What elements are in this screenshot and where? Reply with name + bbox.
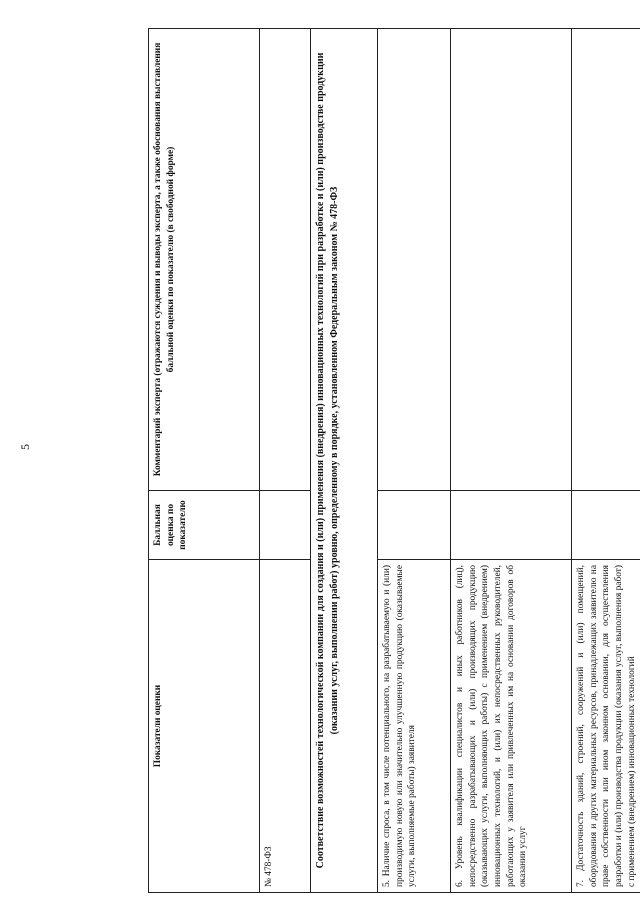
indicator-6-comment — [451, 29, 572, 491]
header-score: Балльная оценка по показателю — [149, 491, 260, 560]
page-number: 5 — [18, 444, 32, 450]
indicator-5-score — [378, 491, 451, 560]
indicator-7-score — [572, 491, 640, 560]
table-row — [260, 29, 311, 893]
section-title: Соответствие возможностей технологической компании для создания и (или) применения (внедрения) инновационных технологий при разработке и (или) производстве продукции (оказании услуг, выполнении работ) уровню, определенному в порядке, установленном Федеральным законом № 478-ФЗ — [311, 29, 378, 893]
table-row — [378, 29, 451, 893]
table-row — [451, 29, 572, 893]
indicator-7-comment — [572, 29, 640, 491]
prev-row-score — [260, 491, 311, 560]
header-comment: Комментарий эксперта (отражаются суждения и выводы эксперта, а также обоснования выставления балльной оценки по показателю (в свободной форме) — [149, 29, 260, 491]
indicator-5-text: 5. Наличие спроса, в том числе потенциального, на разрабатываемую и (или) производимую новую или значительно улучшенную продукцию (оказываемые услуги, выполняемые работы) заявителя — [378, 560, 451, 893]
rotated-table-container — [148, 42, 637, 893]
section-row — [311, 29, 378, 893]
prev-row-comment — [260, 29, 311, 491]
table-header-row — [149, 29, 260, 893]
indicator-6-text: 6. Уровень квалификации специалистов и иных работников (лиц), непосредственно разрабатывающих и (или) производящих продукцию (оказывающих услуги, выполняющих работы) с применением (внедрением) инновационных технологий, и (или) их непосредственных руководителей, работающих у заявителя или привлеченных им на основании договоров об оказании услуг — [451, 560, 572, 893]
table-row — [572, 29, 640, 893]
header-indicators: Показатели оценки — [149, 560, 260, 893]
evaluation-table — [148, 28, 640, 893]
indicator-5-comment — [378, 29, 451, 491]
prev-row-text: № 478-ФЗ — [260, 560, 311, 893]
indicator-6-score — [451, 491, 572, 560]
indicator-7-text: 7. Достаточность зданий, строений, сооружений и (или) помещений, оборудования и других материальных ресурсов, принадлежащих заявителю на праве собственности или ином законном основании, для осуществления разработки и (или) производства продукции (оказания услуг, выполнения работ) с применением (внедрением) инновационных технологий — [572, 560, 640, 893]
